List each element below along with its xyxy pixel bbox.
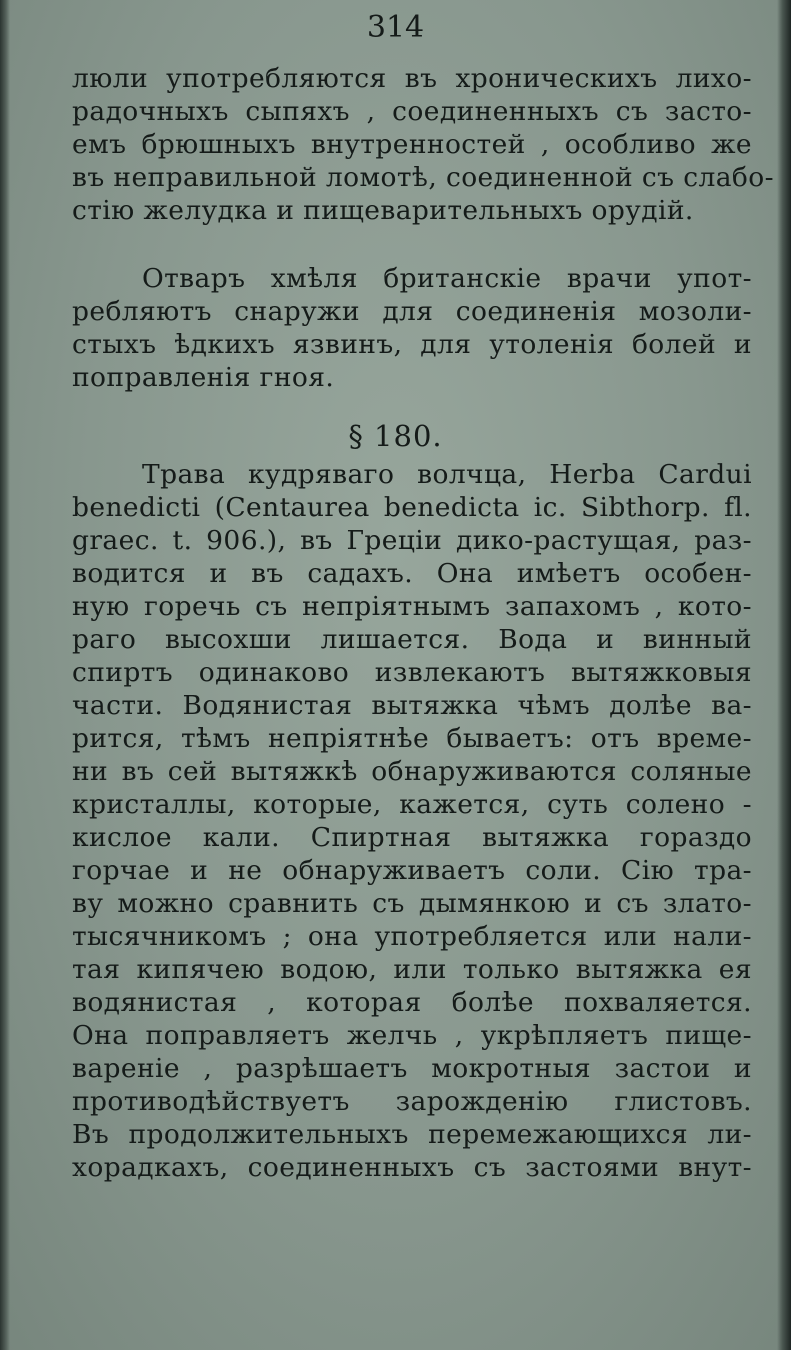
text-line: хорадкахъ, соединенныхъ съ застоями внут- xyxy=(72,1152,752,1183)
text-line: рится, тѣмъ непріятнѣе бываетъ: отъ време- xyxy=(72,723,752,754)
text-line: кислое кали. Спиртная вытяжка гораздо xyxy=(72,822,752,853)
text-line: ни въ сей вытяжкѣ обнаруживаются соляные xyxy=(72,756,752,787)
paragraph-2 xyxy=(72,262,752,394)
text-line: радочныхъ сыпяхъ , соединенныхъ съ засто- xyxy=(72,96,752,127)
text-line: Отваръ хмѣля британскіе врачи упот- xyxy=(142,263,752,294)
text-line: Она поправляетъ желчь , укрѣпляетъ пище- xyxy=(72,1020,752,1051)
text-line: спиртъ одинаково извлекаютъ вытяжковыя xyxy=(72,657,752,688)
text-line: водянистая , которая болѣе похваляется. xyxy=(72,987,752,1018)
text-line: graec. t. 906.), въ Греціи дико-растущая, раз- xyxy=(72,525,752,556)
text-line: емъ брюшныхъ внутренностей , особливо же xyxy=(72,129,752,160)
paragraph-1 xyxy=(72,62,774,227)
text-line: ребляютъ снаружи для соединенія мозоли- xyxy=(72,296,752,327)
page-edge xyxy=(777,0,791,1350)
text-line: вареніе , разрѣшаетъ мокротныя застои и xyxy=(72,1053,752,1084)
text-line: горчае и не обнаруживаетъ соли. Сію тра- xyxy=(72,855,752,886)
text-line: стію желудка и пищеварительныхъ орудій. xyxy=(72,195,694,226)
text-line: люли употребляются въ хроническихъ лихо- xyxy=(72,63,752,94)
text-line: Трава кудряваго волчца, Herba Cardui xyxy=(142,459,752,490)
text-line: въ неправильной ломотѣ, соединенной съ слабо- xyxy=(72,162,774,193)
paragraph-3 xyxy=(72,458,752,1184)
text-line: тысячникомъ ; она употребляется или нали- xyxy=(72,921,752,952)
text-line: стыхъ ѣдкихъ язвинъ, для утоленія болей и xyxy=(72,329,752,360)
text-line: тая кипячею водою, или только вытяжка ея xyxy=(72,954,752,985)
text-line: benedicti (Centaurea benedicta ic. Sibthorp. fl. xyxy=(72,492,752,523)
text-line: кристаллы, которые, кажется, суть солено - xyxy=(72,789,752,820)
text-line: ву можно сравнить съ дымянкою и съ злато- xyxy=(72,888,752,919)
text-line: ную горечь съ непріятнымъ запахомъ , кото- xyxy=(72,591,752,622)
page-number: 314 xyxy=(366,10,425,45)
text-line: водится и въ садахъ. Она имѣетъ особен- xyxy=(72,558,752,589)
text-line: раго высохши лишается. Вода и винный xyxy=(72,624,752,655)
text-line: Въ продолжительныхъ перемежающихся ли- xyxy=(72,1119,752,1150)
page-gutter xyxy=(0,0,10,1350)
text-line: части. Водянистая вытяжка чѣмъ долѣе ва- xyxy=(72,690,752,721)
text-line: противодѣйствуетъ зарожденію глистовъ. xyxy=(72,1086,752,1117)
section-heading: § 180. xyxy=(348,419,443,453)
text-line: поправленія гноя. xyxy=(72,362,335,393)
